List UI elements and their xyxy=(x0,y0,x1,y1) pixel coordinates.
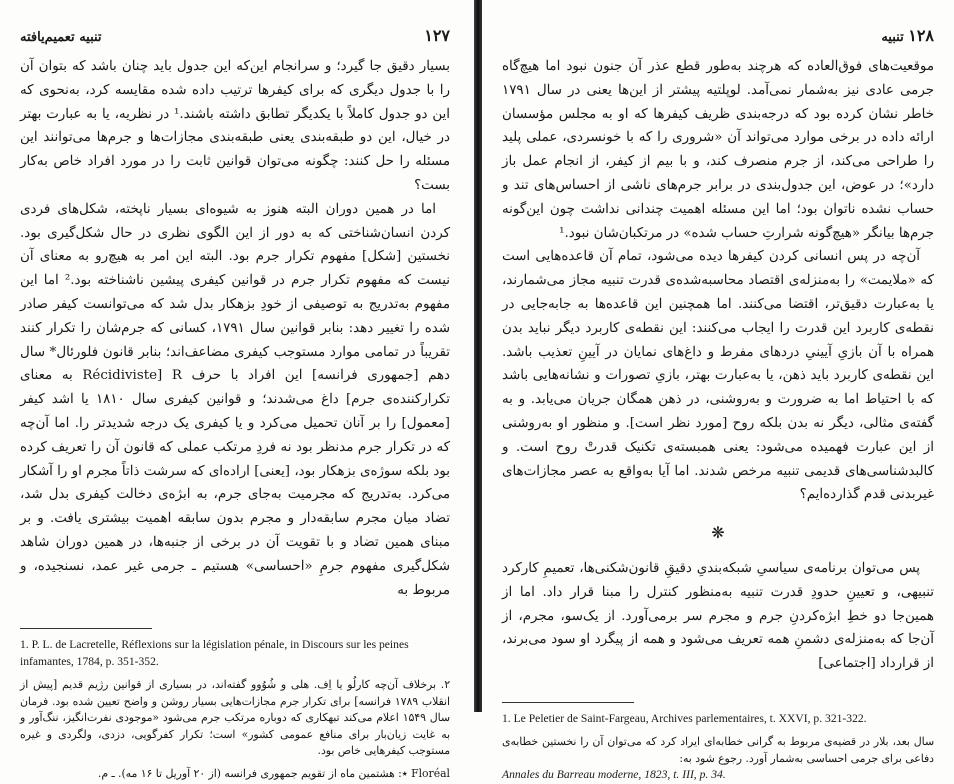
left-page-number: ۱۲۷ xyxy=(424,26,450,45)
right-page-body xyxy=(502,55,934,676)
right-running-title: تنبیه xyxy=(881,30,904,45)
right-page-header xyxy=(502,26,934,45)
right-page-number: ۱۲۸ xyxy=(908,26,934,45)
right-footnote-2: Annales du Barreau moderne, 1823, t. III, p. 34. xyxy=(502,768,726,782)
section-separator-icon: ❋ xyxy=(711,523,725,543)
left-footnote-2: ۲. برخلاف آن‌چه کارلُو یا اِف. هلی و شُوُوو گفته‌اند، در بسیاری از قوانین رژیم قدیم [پیش از انقلاب ۱۷۸۹ فرانسه] برای تکرار جرم مجازات‌هایی بسیار روشن و واضح تعیین شده بود. فرمان سال ۱۵۴۹ اعلام می‌کند تبهکاری که دوباره مرتکب جرم می‌شود «موجودی نفرت‌انگیز، ننگ‌آور و به غایت زیان‌بار برای منافع عمومی کشور» است؛ تکرار کفرگویی، دزدی، ولگردی و غیره مستوجب کیفرهایی خاص بود. xyxy=(20,678,450,758)
right-running-title-group xyxy=(881,26,934,45)
left-page-body xyxy=(20,55,450,602)
right-footnote-1: 1. Le Peletier de Saint-Fargeau, Archives parlementaires, t. XXVI, p. 321-322. xyxy=(502,711,867,725)
left-running-title: تنبیه تعمیم‌یافته xyxy=(20,30,102,45)
right-page xyxy=(482,0,954,782)
right-paragraph-1: موقعیت‌های فوق‌العاده که هرچند به‌طور قطع عذر آن جنون نبود اما هیچ‌گاه جرمی عادی نیز به‌شمار نمی‌آمد. لوپلتیه پیشتر از این‌ها یعنی در سال ۱۷۹۱ خاطر نشان کرده بود که درجه‌بندی ظریف کیفرها که او به مجلس مؤسسان ارائه داده در برخی موارد می‌تواند آن «شروری را که با خونسردی، عملی پلید را طراحی می‌کند، از جرم منصرف کند، و با بیم از کیفر، از انجام عمل باز دارد»؛ در عوض، این جدول‌بندی در برابر جرم‌های ناشی از احساس‌های تند و حساب نشده ناتوان بود؛ اما این مسئله اهمیت چندانی نداشت چون این‌گونه جرم‌ها بیانگر «هیچ‌گونه شرارتِ حساب شده» در مرتکبان‌شان نبود.¹ xyxy=(502,59,934,241)
left-page-header xyxy=(20,26,450,45)
book-gutter xyxy=(474,0,482,712)
right-footnote-rule xyxy=(502,702,634,703)
right-paragraph-3: پس می‌توان برنامه‌ی سیاسیِ شبکه‌بندیِ دقیقِ قانون‌شکنی‌ها، تعمیمِ کارکرد تنبیهی، و تعیینِ حدودِ قدرت تنبیه به‌منظور کنترل را مبنا قرار داد. اما از همین‌جا دو خطِ ابژه‌کردنِ جرم و مجرم سر برمی‌آورد. از یک‌سو، مجرم، از آن‌جا که به‌منزله‌ی دشمنِ همه تعریف می‌شود و همه از پیگرد او سود می‌برند، از قرارداد [اجتماعی] xyxy=(502,560,934,672)
right-footnote-continuation: سال بعد، بلار در قضیه‌ی مربوط به گرانی خطابه‌ای ایراد کرد که می‌توان آن را نخستین خطابه‌ی دفاعی برای جرمی احساسی به‌شمار آورد. رجوع شود به: xyxy=(502,735,934,765)
left-footnote-rule xyxy=(20,628,152,629)
left-footnote-star: Floréal ٭: هشتمین ماه از تقویم جمهوری فرانسه (از ۲۰ آوریل تا ۱۶ مه). ـ م. xyxy=(97,766,450,780)
left-footnote-1: 1. P. L. de Lacretelle, Réflexions sur la législation pénale, in Discours sur les peines infamantes, 1784, p. 351-352. xyxy=(20,638,409,668)
left-page xyxy=(0,0,474,780)
right-paragraph-2: آن‌چه در پس انسانی کردن کیفرها دیده می‌شود، تمام آن قاعده‌هایی است که «ملایمت» را به‌منزله‌ی اقتصاد محاسبه‌شده‌ی قدرت تنبیه مجاز می‌شمارند، یا به‌عبارت دقیق‌تر، اقتضا می‌کنند. اما همچنین این قاعده‌ها به جابه‌جایی در نقطه‌ی کاربرد این قدرت را ایجاب می‌کنند: این نقطه‌ی کاربرد دیگر نباید بدن همراه با آن بازیِ آیینیِ دردهای مفرط و داغ‌های نمایان در آیینِ تعذیب باشد. این نقطه‌ی کاربرد باید ذهن، یا به‌عبارت بهتر، بازیِ تصورات و نشانه‌هایی باشد که با احتیاط اما به ضرورت و به‌روشنی، در ذهن همگان جریان می‌یابد. و به گفته‌ی مثالی، دیگر نه بدن بلکه روح [مورد نظر است]. و منظور او به‌روشنی از این عبارت فهمیده می‌شود: یعنی همبسته‌ی تکنیک قدرتْ روح است. و کالبدشناسی‌های قدیمی تنبیه مرخص شدند. اما آیا به‌واقع به عصر مجازات‌های غیربدنی قدم گذارده‌ایم؟ xyxy=(502,249,934,503)
left-paragraph-2: اما در همین دوران البته هنوز به شیوه‌ای بسیار ناپخته، شکل‌های فردی کردن انسان‌شناختی که به دور از این الگوی نظری در حال شکل‌گیری بود. نخستین [شکل] مفهوم تکرار جرم بود. البته این امر به هیچ‌رو به معنای آن نیست که مفهوم تکرار جرم در قوانین کیفری پیشین ناشناخته بود.² اما این مفهوم به‌تدریج به توصیفی از خودِ بزهکار بدل شد که می‌توانست کیفر صادر شده را تغییر دهد: بنابر قوانین سال ۱۷۹۱، کسانی که جرم‌شان را تکرار کنند تقریباً در تمامی موارد مستوجب کیفری مضاعف‌اند؛ بنابر قانون فلورئال* سال دهم [جمهوری فرانسه] این افراد با حرف R [Récidiviste به معنای تکرارکننده‌ی جرم] داغ می‌شدند؛ و قوانین کیفری سال ۱۸۱۰ یا اشد کیفر [معمول] را بر آنان تحمیل می‌کرد و یا کیفری یک درجه شدیدتر را. اما آن‌چه که در تکرار جرم مدنظر بود نه فردِ مرتکب عملی که قانون آن را تعریف کرده بود بلکه سوژه‌ی بزهکار بود، [یعنی] اراده‌ای که سرشت ذاتاً مجرم او را آشکار می‌کرد. به‌تدریج که مجرمیت به‌جای جرم، به ابژه‌ی دخالت کیفری بدل شد، تضاد میان مجرم سابقه‌دار و مجرم بدون سابقه اهمیت بیشتری یافت. و بر مبنای همین تضاد و با تقویت آن در برخی از جنبه‌ها، در همین دوران شاهد شکل‌گیری مفهوم جرمِ «احساسی» هستیم ـ جرمی غیر عمد، نسنجیده، و مربوط به xyxy=(20,201,451,598)
left-paragraph-1: بسیار دقیق جا گیرد؛ و سرانجام این‌که این جدول باید چنان باشد که بتوان آن را با جدول دیگری که برای کیفرها ترتیب داده شده مقایسه کرد، به‌نحوی که این دو جدول کاملاً با یکدیگر تطابق داشته باشند.¹ در نظریه، یا به عبارت بهتر در خیال، این دو طبقه‌بندی یعنی طبقه‌بندی مجازات‌ها و جرم‌ها می‌توانند این مسئله را حل کنند: چگونه می‌توان قوانین ثابت را در مورد افراد خاص به‌کار بست؟ xyxy=(20,59,450,193)
